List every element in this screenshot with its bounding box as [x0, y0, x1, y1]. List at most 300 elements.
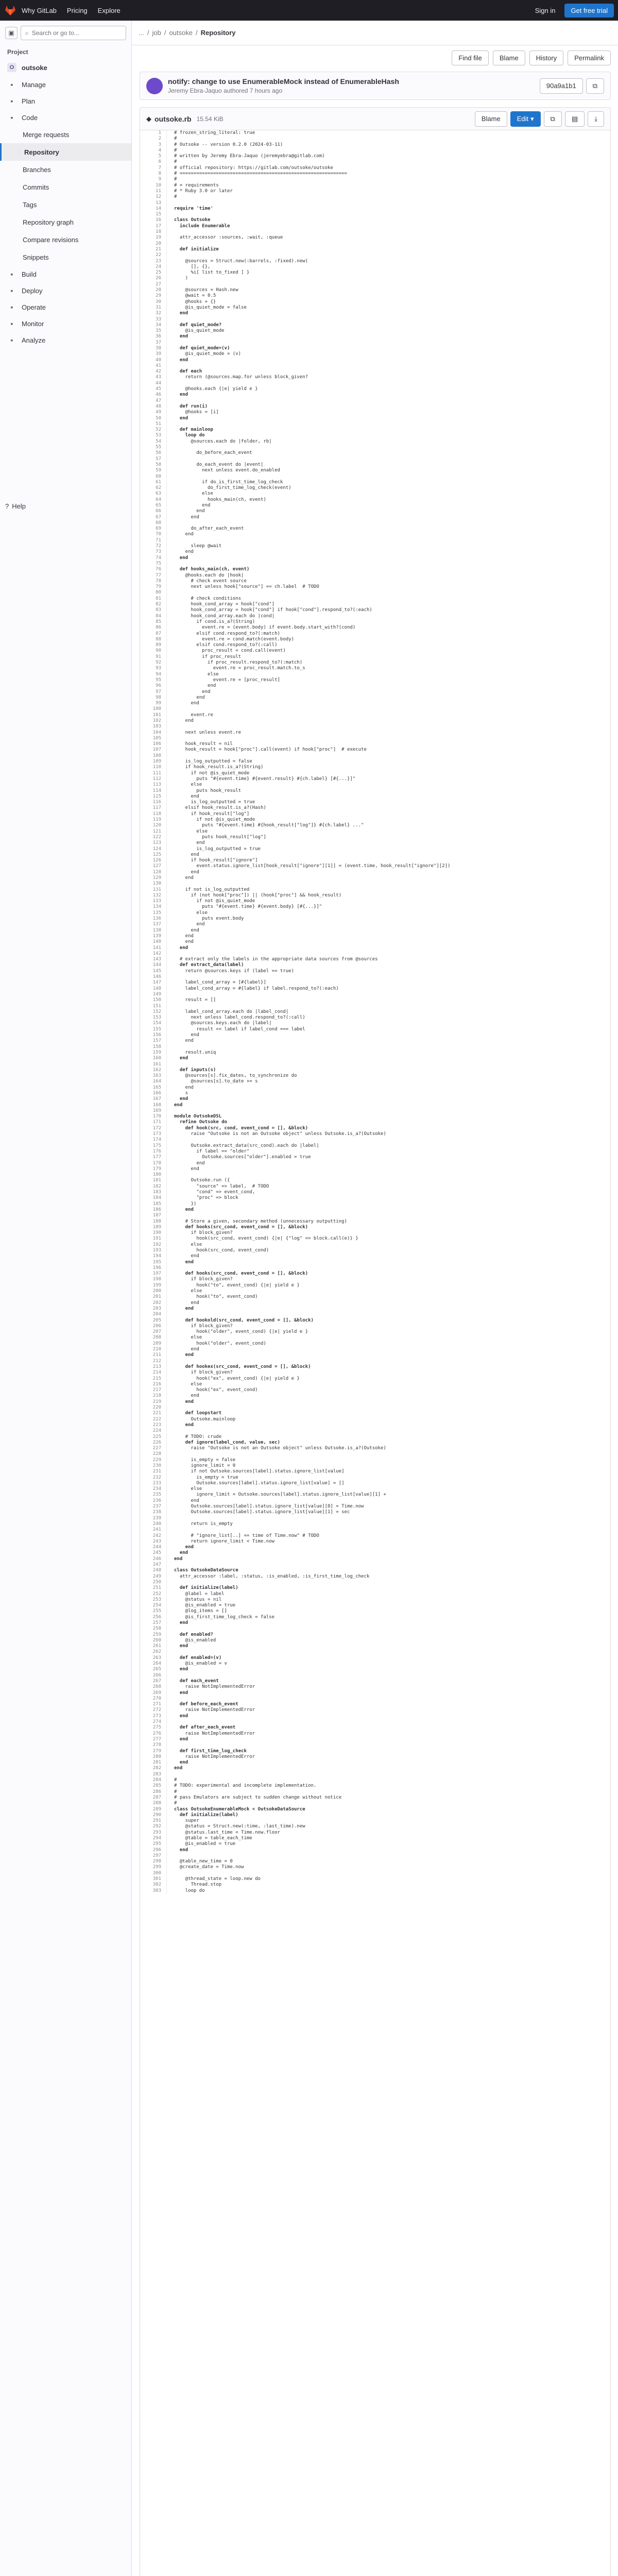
line-number[interactable]: 81: [140, 596, 167, 602]
history-button[interactable]: History: [529, 50, 563, 65]
line-number[interactable]: 166: [140, 1091, 167, 1096]
line-number[interactable]: 68: [140, 520, 167, 526]
line-number[interactable]: 174: [140, 1137, 167, 1143]
line-number[interactable]: 112: [140, 776, 167, 782]
sidebar-item-repository[interactable]: [0, 143, 131, 161]
line-number[interactable]: 116: [140, 800, 167, 805]
line-number[interactable]: 278: [140, 1742, 167, 1748]
line-number[interactable]: 83: [140, 607, 167, 613]
line-number[interactable]: 57: [140, 456, 167, 462]
line-number[interactable]: 58: [140, 462, 167, 468]
line-number[interactable]: 147: [140, 980, 167, 986]
line-number[interactable]: 19: [140, 235, 167, 241]
line-number[interactable]: 107: [140, 747, 167, 753]
line-number[interactable]: 108: [140, 753, 167, 759]
line-number[interactable]: 246: [140, 1556, 167, 1562]
line-number[interactable]: 237: [140, 1504, 167, 1510]
line-number[interactable]: 129: [140, 875, 167, 881]
line-number[interactable]: 72: [140, 544, 167, 549]
line-number[interactable]: 157: [140, 1038, 167, 1044]
sidebar-item-build[interactable]: [0, 266, 131, 282]
line-number[interactable]: 2: [140, 136, 167, 142]
line-number[interactable]: 261: [140, 1643, 167, 1649]
line-number[interactable]: 150: [140, 997, 167, 1003]
line-number[interactable]: 219: [140, 1399, 167, 1405]
line-number[interactable]: 22: [140, 252, 167, 258]
line-number[interactable]: 220: [140, 1405, 167, 1411]
line-number[interactable]: 119: [140, 817, 167, 823]
line-number[interactable]: 82: [140, 602, 167, 607]
line-number[interactable]: 134: [140, 904, 167, 910]
line-number[interactable]: 233: [140, 1481, 167, 1486]
line-number[interactable]: 290: [140, 1812, 167, 1818]
line-number[interactable]: 109: [140, 759, 167, 765]
line-number[interactable]: 66: [140, 509, 167, 514]
line-number[interactable]: 115: [140, 794, 167, 800]
line-number[interactable]: 55: [140, 445, 167, 450]
line-number[interactable]: 16: [140, 217, 167, 223]
line-number[interactable]: 118: [140, 811, 167, 817]
line-number[interactable]: 126: [140, 858, 167, 863]
line-number[interactable]: 190: [140, 1230, 167, 1236]
line-number[interactable]: 84: [140, 614, 167, 619]
line-number[interactable]: 185: [140, 1201, 167, 1207]
line-number[interactable]: 122: [140, 835, 167, 840]
line-number[interactable]: 106: [140, 741, 167, 747]
line-number[interactable]: 169: [140, 1108, 167, 1114]
line-number[interactable]: 137: [140, 922, 167, 927]
blame-button[interactable]: Blame: [493, 50, 525, 65]
line-number[interactable]: 279: [140, 1749, 167, 1754]
line-number[interactable]: 201: [140, 1294, 167, 1300]
line-number[interactable]: 232: [140, 1475, 167, 1481]
line-number[interactable]: 251: [140, 1585, 167, 1591]
line-number[interactable]: 303: [140, 1888, 167, 1894]
line-number[interactable]: 125: [140, 852, 167, 858]
line-number[interactable]: 254: [140, 1603, 167, 1608]
line-number[interactable]: 56: [140, 450, 167, 456]
line-number[interactable]: 243: [140, 1539, 167, 1545]
line-number[interactable]: 46: [140, 392, 167, 398]
line-number[interactable]: 140: [140, 939, 167, 945]
commit-title[interactable]: notify: change to use EnumerableMock instead of EnumerableHash: [168, 77, 399, 86]
line-number[interactable]: 291: [140, 1818, 167, 1824]
line-number[interactable]: 230: [140, 1463, 167, 1469]
line-number[interactable]: 287: [140, 1795, 167, 1801]
line-number[interactable]: 117: [140, 805, 167, 811]
download-icon[interactable]: ⤓: [588, 111, 604, 127]
line-number[interactable]: 100: [140, 706, 167, 712]
line-number[interactable]: 191: [140, 1236, 167, 1242]
line-number[interactable]: 183: [140, 1190, 167, 1195]
line-number[interactable]: 173: [140, 1131, 167, 1137]
line-number[interactable]: 240: [140, 1521, 167, 1527]
line-number[interactable]: 123: [140, 840, 167, 846]
commit-author[interactable]: Jeremy Ebra-Jaquo: [168, 87, 222, 94]
line-number[interactable]: 75: [140, 561, 167, 567]
line-number[interactable]: 104: [140, 730, 167, 736]
line-number[interactable]: 153: [140, 1015, 167, 1021]
line-number[interactable]: 144: [140, 962, 167, 968]
line-number[interactable]: 212: [140, 1359, 167, 1364]
pricing-link[interactable]: Pricing: [66, 6, 88, 14]
line-number[interactable]: 218: [140, 1393, 167, 1399]
line-number[interactable]: 192: [140, 1242, 167, 1248]
line-number[interactable]: 225: [140, 1434, 167, 1440]
line-number[interactable]: 96: [140, 683, 167, 689]
breadcrumb-item[interactable]: job: [152, 29, 161, 37]
line-number[interactable]: 41: [140, 363, 167, 369]
line-number[interactable]: 71: [140, 538, 167, 544]
line-number[interactable]: 79: [140, 584, 167, 590]
line-number[interactable]: 171: [140, 1120, 167, 1125]
line-number[interactable]: 222: [140, 1417, 167, 1422]
line-number[interactable]: 257: [140, 1620, 167, 1626]
line-number[interactable]: 86: [140, 625, 167, 631]
line-number[interactable]: 168: [140, 1103, 167, 1108]
line-number[interactable]: 272: [140, 1707, 167, 1713]
permalink-button[interactable]: Permalink: [568, 50, 611, 65]
line-number[interactable]: 180: [140, 1172, 167, 1178]
line-number[interactable]: 27: [140, 282, 167, 287]
line-number[interactable]: 17: [140, 224, 167, 229]
line-number[interactable]: 256: [140, 1615, 167, 1620]
line-number[interactable]: 76: [140, 567, 167, 572]
line-number[interactable]: 247: [140, 1562, 167, 1568]
line-number[interactable]: 139: [140, 934, 167, 939]
line-number[interactable]: 24: [140, 264, 167, 270]
line-number[interactable]: 138: [140, 928, 167, 934]
sidebar-item-merge-requests[interactable]: [0, 126, 131, 143]
line-number[interactable]: 271: [140, 1702, 167, 1707]
line-number[interactable]: 49: [140, 410, 167, 415]
line-number[interactable]: 1: [140, 130, 167, 136]
line-number[interactable]: 61: [140, 480, 167, 485]
line-number[interactable]: 9: [140, 177, 167, 182]
line-number[interactable]: 87: [140, 631, 167, 637]
line-number[interactable]: 294: [140, 1836, 167, 1841]
line-number[interactable]: 26: [140, 276, 167, 281]
line-number[interactable]: 300: [140, 1871, 167, 1876]
help-button[interactable]: [5, 502, 26, 510]
line-number[interactable]: 280: [140, 1754, 167, 1760]
line-number[interactable]: 48: [140, 404, 167, 410]
line-number[interactable]: 161: [140, 1062, 167, 1067]
edit-dropdown-button[interactable]: [510, 111, 541, 127]
line-number[interactable]: 208: [140, 1335, 167, 1341]
line-number[interactable]: 262: [140, 1649, 167, 1655]
line-number[interactable]: 267: [140, 1679, 167, 1684]
line-number[interactable]: 44: [140, 381, 167, 386]
line-number[interactable]: 227: [140, 1446, 167, 1451]
line-number[interactable]: 268: [140, 1684, 167, 1690]
line-number[interactable]: 110: [140, 765, 167, 770]
line-number[interactable]: 149: [140, 992, 167, 997]
line-number[interactable]: 69: [140, 526, 167, 532]
line-number[interactable]: 40: [140, 358, 167, 363]
line-number[interactable]: 204: [140, 1312, 167, 1317]
line-number[interactable]: 177: [140, 1155, 167, 1160]
line-number[interactable]: 258: [140, 1626, 167, 1632]
line-number[interactable]: 59: [140, 468, 167, 473]
line-number[interactable]: 99: [140, 701, 167, 706]
line-number[interactable]: 195: [140, 1260, 167, 1265]
line-number[interactable]: 33: [140, 317, 167, 323]
line-number[interactable]: 154: [140, 1021, 167, 1026]
line-number[interactable]: 42: [140, 369, 167, 375]
line-number[interactable]: 121: [140, 829, 167, 835]
sidebar-item-commits[interactable]: [0, 178, 131, 196]
line-number[interactable]: 127: [140, 863, 167, 869]
line-number[interactable]: 175: [140, 1143, 167, 1149]
line-number[interactable]: 273: [140, 1714, 167, 1719]
line-number[interactable]: 124: [140, 846, 167, 852]
line-number[interactable]: 91: [140, 654, 167, 660]
line-number[interactable]: 252: [140, 1591, 167, 1597]
line-number[interactable]: 188: [140, 1219, 167, 1225]
line-number[interactable]: 181: [140, 1178, 167, 1183]
line-number[interactable]: 265: [140, 1667, 167, 1672]
line-number[interactable]: 293: [140, 1830, 167, 1836]
line-number[interactable]: 54: [140, 439, 167, 445]
line-number[interactable]: 216: [140, 1382, 167, 1387]
line-number[interactable]: 196: [140, 1265, 167, 1271]
line-number[interactable]: 249: [140, 1574, 167, 1580]
line-number[interactable]: 200: [140, 1289, 167, 1294]
line-number[interactable]: 5: [140, 154, 167, 159]
line-number[interactable]: 189: [140, 1225, 167, 1230]
line-number[interactable]: 226: [140, 1440, 167, 1446]
line-number[interactable]: 146: [140, 974, 167, 980]
sidebar-toggle-icon[interactable]: ▣: [5, 27, 18, 39]
line-number[interactable]: 184: [140, 1195, 167, 1201]
line-number[interactable]: 89: [140, 642, 167, 648]
sidebar-item-repository-graph[interactable]: [0, 213, 131, 231]
line-number[interactable]: 165: [140, 1085, 167, 1091]
line-number[interactable]: 36: [140, 334, 167, 340]
line-number[interactable]: 292: [140, 1824, 167, 1829]
line-number[interactable]: 202: [140, 1300, 167, 1306]
line-number[interactable]: 163: [140, 1073, 167, 1079]
line-number[interactable]: 170: [140, 1114, 167, 1120]
line-number[interactable]: 94: [140, 672, 167, 677]
line-number[interactable]: 3: [140, 142, 167, 148]
author-avatar[interactable]: [146, 78, 163, 94]
line-number[interactable]: 164: [140, 1079, 167, 1084]
line-number[interactable]: 120: [140, 823, 167, 828]
line-number[interactable]: 282: [140, 1766, 167, 1771]
line-number[interactable]: 255: [140, 1608, 167, 1614]
line-number[interactable]: 60: [140, 474, 167, 480]
line-number[interactable]: 277: [140, 1737, 167, 1742]
line-number[interactable]: 176: [140, 1149, 167, 1155]
line-number[interactable]: 205: [140, 1318, 167, 1324]
line-number[interactable]: 70: [140, 532, 167, 537]
line-number[interactable]: 210: [140, 1347, 167, 1352]
line-number[interactable]: 80: [140, 590, 167, 596]
free-trial-button[interactable]: Get free trial: [564, 4, 614, 18]
line-number[interactable]: 239: [140, 1516, 167, 1521]
line-number[interactable]: 67: [140, 515, 167, 520]
raw-file-icon[interactable]: ▤: [565, 111, 585, 127]
line-number[interactable]: 172: [140, 1126, 167, 1131]
line-number[interactable]: 90: [140, 648, 167, 654]
line-number[interactable]: 132: [140, 893, 167, 899]
line-number[interactable]: 35: [140, 328, 167, 334]
gitlab-logo-icon[interactable]: [4, 4, 16, 16]
line-number[interactable]: 93: [140, 666, 167, 671]
line-number[interactable]: 241: [140, 1527, 167, 1533]
line-number[interactable]: 217: [140, 1387, 167, 1393]
line-number[interactable]: 95: [140, 677, 167, 683]
line-number[interactable]: 152: [140, 1009, 167, 1015]
line-number[interactable]: 113: [140, 782, 167, 788]
line-number[interactable]: 283: [140, 1772, 167, 1777]
line-number[interactable]: 284: [140, 1777, 167, 1783]
sidebar-item-analyze[interactable]: [0, 332, 131, 348]
line-number[interactable]: 160: [140, 1056, 167, 1061]
line-number[interactable]: 276: [140, 1731, 167, 1737]
line-number[interactable]: 13: [140, 200, 167, 206]
line-number[interactable]: 29: [140, 293, 167, 299]
line-number[interactable]: 64: [140, 497, 167, 503]
line-number[interactable]: 297: [140, 1853, 167, 1859]
line-number[interactable]: 186: [140, 1207, 167, 1213]
explore-link[interactable]: Explore: [97, 6, 121, 14]
line-number[interactable]: 77: [140, 573, 167, 579]
line-number[interactable]: 193: [140, 1248, 167, 1253]
line-number[interactable]: 206: [140, 1324, 167, 1329]
sidebar-item-compare-revisions[interactable]: [0, 231, 131, 248]
line-number[interactable]: 194: [140, 1253, 167, 1259]
line-number[interactable]: 229: [140, 1458, 167, 1463]
line-number[interactable]: 158: [140, 1044, 167, 1050]
line-number[interactable]: 85: [140, 619, 167, 625]
line-number[interactable]: 128: [140, 870, 167, 875]
line-number[interactable]: 299: [140, 1865, 167, 1870]
line-number[interactable]: 30: [140, 299, 167, 305]
sidebar-item-snippets[interactable]: [0, 248, 131, 266]
sidebar-item-plan[interactable]: [0, 93, 131, 109]
line-number[interactable]: 131: [140, 887, 167, 893]
line-number[interactable]: 15: [140, 212, 167, 217]
sidebar-item-deploy[interactable]: [0, 282, 131, 299]
line-number[interactable]: 12: [140, 194, 167, 200]
line-number[interactable]: 37: [140, 340, 167, 346]
line-number[interactable]: 155: [140, 1027, 167, 1032]
line-number[interactable]: 38: [140, 346, 167, 351]
line-number[interactable]: 203: [140, 1306, 167, 1312]
line-number[interactable]: 286: [140, 1789, 167, 1795]
line-number[interactable]: 242: [140, 1533, 167, 1539]
copy-sha-icon[interactable]: ⧉: [586, 78, 604, 94]
line-number[interactable]: 178: [140, 1161, 167, 1166]
line-number[interactable]: 179: [140, 1166, 167, 1172]
line-number[interactable]: 214: [140, 1370, 167, 1376]
line-number[interactable]: 51: [140, 421, 167, 427]
line-number[interactable]: 288: [140, 1801, 167, 1806]
line-number[interactable]: 269: [140, 1690, 167, 1696]
line-number[interactable]: 74: [140, 555, 167, 561]
line-number[interactable]: 32: [140, 311, 167, 316]
line-number[interactable]: 11: [140, 189, 167, 194]
line-number[interactable]: 92: [140, 660, 167, 666]
line-number[interactable]: 135: [140, 910, 167, 916]
line-number[interactable]: 264: [140, 1661, 167, 1667]
line-number[interactable]: 21: [140, 247, 167, 252]
line-number[interactable]: 50: [140, 416, 167, 421]
line-number[interactable]: 211: [140, 1352, 167, 1358]
breadcrumb-item[interactable]: outsoke: [169, 29, 193, 37]
line-number[interactable]: 248: [140, 1568, 167, 1573]
line-number[interactable]: 65: [140, 503, 167, 509]
line-number[interactable]: 10: [140, 183, 167, 189]
line-number[interactable]: 235: [140, 1492, 167, 1498]
line-number[interactable]: 281: [140, 1760, 167, 1766]
line-number[interactable]: 63: [140, 491, 167, 497]
line-number[interactable]: 159: [140, 1050, 167, 1056]
line-number[interactable]: 130: [140, 881, 167, 887]
line-number[interactable]: 263: [140, 1655, 167, 1661]
line-number[interactable]: 209: [140, 1341, 167, 1347]
line-number[interactable]: 73: [140, 549, 167, 555]
line-number[interactable]: 105: [140, 736, 167, 741]
line-number[interactable]: 223: [140, 1422, 167, 1428]
line-number[interactable]: 20: [140, 241, 167, 247]
line-number[interactable]: 97: [140, 689, 167, 695]
line-number[interactable]: 6: [140, 159, 167, 165]
line-number[interactable]: 156: [140, 1032, 167, 1038]
line-number[interactable]: 285: [140, 1783, 167, 1789]
line-number[interactable]: 253: [140, 1597, 167, 1603]
line-number[interactable]: 23: [140, 259, 167, 264]
line-number[interactable]: 148: [140, 986, 167, 992]
line-number[interactable]: 187: [140, 1213, 167, 1218]
find-file-button[interactable]: Find file: [452, 50, 489, 65]
line-number[interactable]: 103: [140, 724, 167, 730]
line-number[interactable]: 207: [140, 1329, 167, 1335]
line-number[interactable]: 224: [140, 1428, 167, 1434]
search-input[interactable]: [21, 26, 126, 40]
line-number[interactable]: 275: [140, 1725, 167, 1731]
line-number[interactable]: 114: [140, 788, 167, 794]
line-number[interactable]: 295: [140, 1841, 167, 1847]
line-number[interactable]: 151: [140, 1004, 167, 1009]
line-number[interactable]: 162: [140, 1067, 167, 1073]
line-number[interactable]: 302: [140, 1882, 167, 1888]
line-number[interactable]: 221: [140, 1411, 167, 1416]
line-number[interactable]: 101: [140, 713, 167, 718]
sign-in-link[interactable]: Sign in: [535, 6, 556, 14]
line-number[interactable]: 102: [140, 718, 167, 724]
line-number[interactable]: 45: [140, 386, 167, 392]
line-number[interactable]: 88: [140, 637, 167, 642]
line-number[interactable]: 25: [140, 270, 167, 276]
sidebar-item-manage[interactable]: [0, 76, 131, 93]
copy-contents-icon[interactable]: ⧉: [544, 111, 562, 127]
line-number[interactable]: 238: [140, 1510, 167, 1515]
why-gitlab-link[interactable]: Why GitLab: [22, 6, 57, 14]
line-number[interactable]: 43: [140, 375, 167, 380]
line-number[interactable]: 228: [140, 1451, 167, 1457]
sidebar-item-branches[interactable]: [0, 161, 131, 178]
line-number[interactable]: 274: [140, 1719, 167, 1725]
sidebar-item-monitor[interactable]: [0, 315, 131, 332]
line-number[interactable]: 143: [140, 957, 167, 962]
line-number[interactable]: 34: [140, 323, 167, 328]
line-number[interactable]: 39: [140, 351, 167, 357]
line-number[interactable]: 136: [140, 916, 167, 922]
